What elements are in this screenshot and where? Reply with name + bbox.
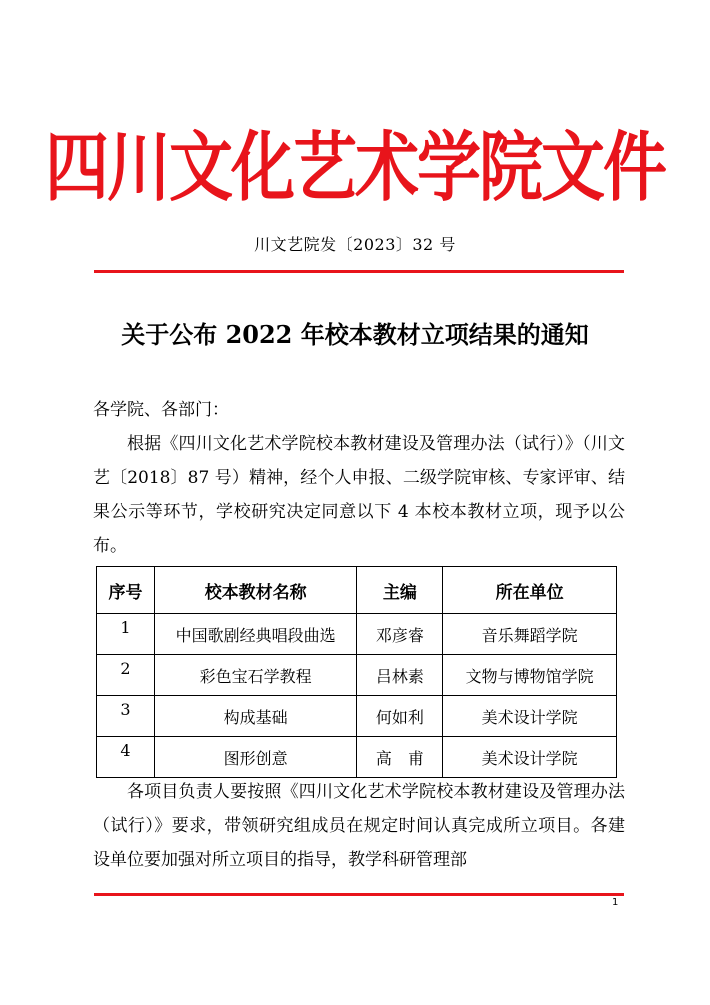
cell-unit: 美术设计学院 (443, 696, 617, 737)
cell-chief-editor: 何如利 (357, 696, 443, 737)
red-divider-top (94, 270, 624, 273)
column-header-index: 序号 (97, 567, 155, 614)
column-header-chief-editor: 主编 (357, 567, 443, 614)
cell-chief-editor: 高 甫 (357, 737, 443, 778)
document-number: 川文艺院发〔2023〕32 号 (254, 235, 456, 254)
cell-textbook-name: 构成基础 (154, 696, 357, 737)
cell-index: 1 (97, 614, 155, 655)
cell-index: 4 (97, 737, 155, 778)
cell-unit: 音乐舞蹈学院 (443, 614, 617, 655)
notice-title: 关于公布 2022 年校本教材立项结果的通知 (121, 320, 589, 349)
cell-textbook-name: 彩色宝石学教程 (154, 655, 357, 696)
table-row (97, 614, 617, 655)
cell-textbook-name: 中国歌剧经典唱段曲选 (154, 614, 357, 655)
cell-index: 3 (97, 696, 155, 737)
salutation: 各学院、各部门： (93, 400, 229, 420)
red-divider-bottom (94, 893, 624, 896)
document-header-title: 四川文化艺术学院文件 (45, 124, 665, 213)
table-row (97, 696, 617, 737)
page-number: 1 (612, 897, 619, 908)
cell-unit: 文物与博物馆学院 (443, 655, 617, 696)
textbook-results-table (96, 566, 617, 778)
column-header-textbook-name: 校本教材名称 (154, 567, 357, 614)
table-header-row (97, 567, 617, 614)
cell-index: 2 (97, 655, 155, 696)
cell-chief-editor: 吕林素 (357, 655, 443, 696)
cell-unit: 美术设计学院 (443, 737, 617, 778)
cell-chief-editor: 邓彦睿 (357, 614, 443, 655)
body-paragraph-1: 根据《四川文化艺术学院校本教材建设及管理办法（试行）》（川文艺〔2018〕87 号）精神，经个人申报、二级学院审核、专家评审、结果公示等环节，学校研究决定同意以下 4 本校本教材立项，现予以公布。 (93, 434, 625, 556)
body-paragraph-2: 各项目负责人要按照《四川文化艺术学院校本教材建设及管理办法（试行）》要求，带领研究组成员在规定时间认真完成所立项目。各建设单位要加强对所立项目的指导，教学科研管理部 (93, 782, 625, 870)
table-row (97, 655, 617, 696)
column-header-unit: 所在单位 (443, 567, 617, 614)
cell-textbook-name: 图形创意 (154, 737, 357, 778)
table-row (97, 737, 617, 778)
